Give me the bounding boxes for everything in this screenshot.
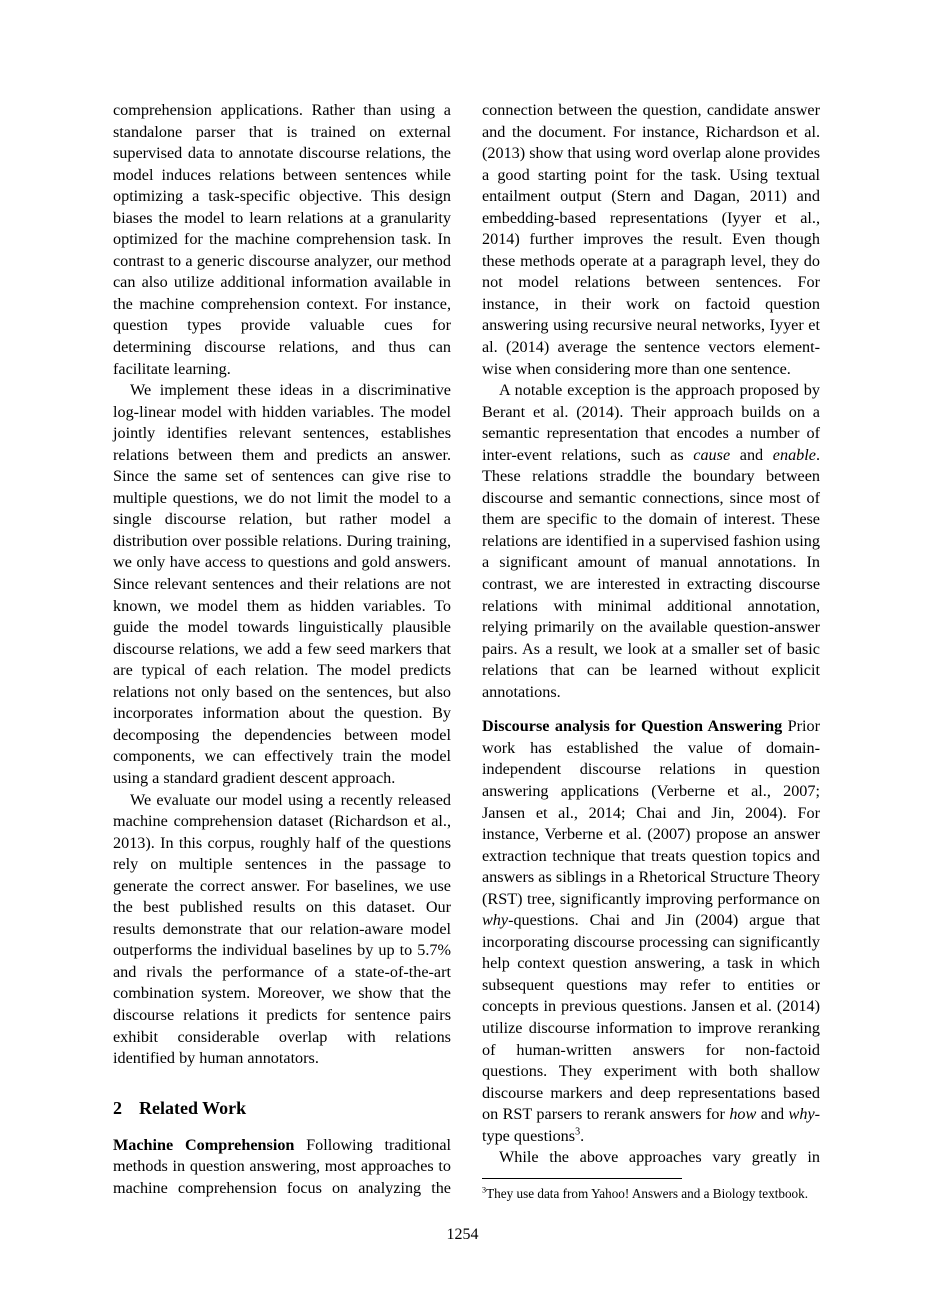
section-number: 2 (113, 1097, 122, 1118)
footnote-rule (482, 1178, 682, 1179)
paragraph-text: Prior work has established the value of domain-independent discourse relations in question answering applications (Verberne et al., 2007; Jansen et al., 2014; Chai and Jin, 2004). For instance, Verberne et al. (2007) propose an answer extraction technique that treats question topics and answers as siblings in a Rhetorical Structure Theory (RST) tree, significantly improving performance on why-questions. Chai and Jin (2004) argue that incorporating discourse processing can significantly help context question answering, a task in which subsequent questions may refer to entities or concepts in previous questions. Jansen et al. (2014) utilize discourse information to improve reranking of human-written answers for non-factoid questions. They experiment with both shallow discourse markers and deep representations based on RST parsers to rerank answers for how and why-type questions$^3$. (482, 717, 821, 1145)
section-heading (113, 1097, 451, 1121)
left-column (113, 100, 451, 1202)
right-column (482, 100, 820, 1202)
paragraph: We evaluate our model using a recently released machine comprehension dataset (Richardson et al., 2013). In this corpus, roughly half of the questions rely on multiple sentences in the passage to generate the correct answer. For baselines, we use the best published results on this dataset. Our results demonstrate that our relation-aware model outperforms the individual baselines by up to 5.7% and rivals the performance of a state-of-the-art combination system. Moreover, we show that the discourse relations it predicts for sentence pairs exhibit considerable overlap with relations identified by human annotators. (113, 790, 451, 1068)
paragraph: connection between the question, candidate answer and the document. For instance, Richardson et al. (2013) show that using word overlap alone provides a good starting point for the task. Using textual entailment output (Stern and Dagan, 2011) and embedding-based representations (Iyyer et al., 2014) further improves the result. Even though these methods operate at a paragraph level, they do not model relations between sentences. For instance, in their work on factoid question answering using recursive neural networks, Iyyer et al. (2014) average the sentence vectors element-wise when considering more than one sentence. (482, 101, 820, 378)
paragraph-text: Following traditional methods in question answering, most approaches to machine comprehension focus on analyzing the (113, 1135, 451, 1197)
two-column-body (113, 100, 820, 1202)
paragraph-run-in-heading: Machine Comprehension (113, 1135, 295, 1154)
page-number: 1254 (446, 1226, 479, 1243)
footnote-text: $^3$They use data from Yahoo! Answers and a Biology textbook. (482, 1185, 809, 1201)
paragraph-run-in-heading: Discourse analysis for Question Answering (482, 717, 783, 736)
paragraph: We implement these ideas in a discriminative log-linear model with hidden variables. The model jointly identifies relevant sentences, establishes relations between them and predicts an answer. Since the same set of sentences can give rise to multiple questions, we do not limit the model to a single discourse relation, but rather model a distribution over possible relations. During training, we only have access to questions and gold answers. Since relevant sentences and their relations are not known, we model them as hidden variables. To guide the model towards linguistically plausible discourse relations, we add a few seed markers that are typical of each relation. The model predicts relations not only based on the sentences, but also incorporates information about the question. By decomposing the dependencies between model components, we can effectively train the model using a standard gradient descent approach. (113, 381, 451, 787)
paragraph (113, 1135, 451, 1200)
footnote (482, 1178, 820, 1202)
section-title: Related Work (139, 1097, 247, 1118)
footnote-marker: 3 (482, 1185, 487, 1195)
paragraph: comprehension applications. Rather than using a standalone parser that is trained on external supervised data to annotate discourse relations, the model induces relations between sentences while optimizing a task-specific objective. This design biases the model to learn relations at a granularity optimized for the machine comprehension task. In contrast to a generic discourse analyzer, our method can also utilize additional information available in the machine comprehension context. For instance, question types provide valuable cues for determining discourse relations, and thus can facilitate learning. (113, 101, 451, 378)
paragraph (482, 716, 820, 1147)
paragraph: A notable exception is the approach proposed by Berant et al. (2014). Their approach builds on a semantic representation that encodes a number of inter-event relations, such as cause and enable. These relations straddle the boundary between discourse and semantic connections, since most of them are specific to the domain of interest. These relations are identified in a supervised fashion using a significant amount of manual annotations. In contrast, we are interested in extracting discourse relations with minimal additional annotation, relying primarily on the available question-answer pairs. As a result, we look at a smaller set of basic relations that can be learned without explicit annotations. (482, 381, 820, 701)
paragraph: While the above approaches vary greatly in (499, 1148, 820, 1167)
